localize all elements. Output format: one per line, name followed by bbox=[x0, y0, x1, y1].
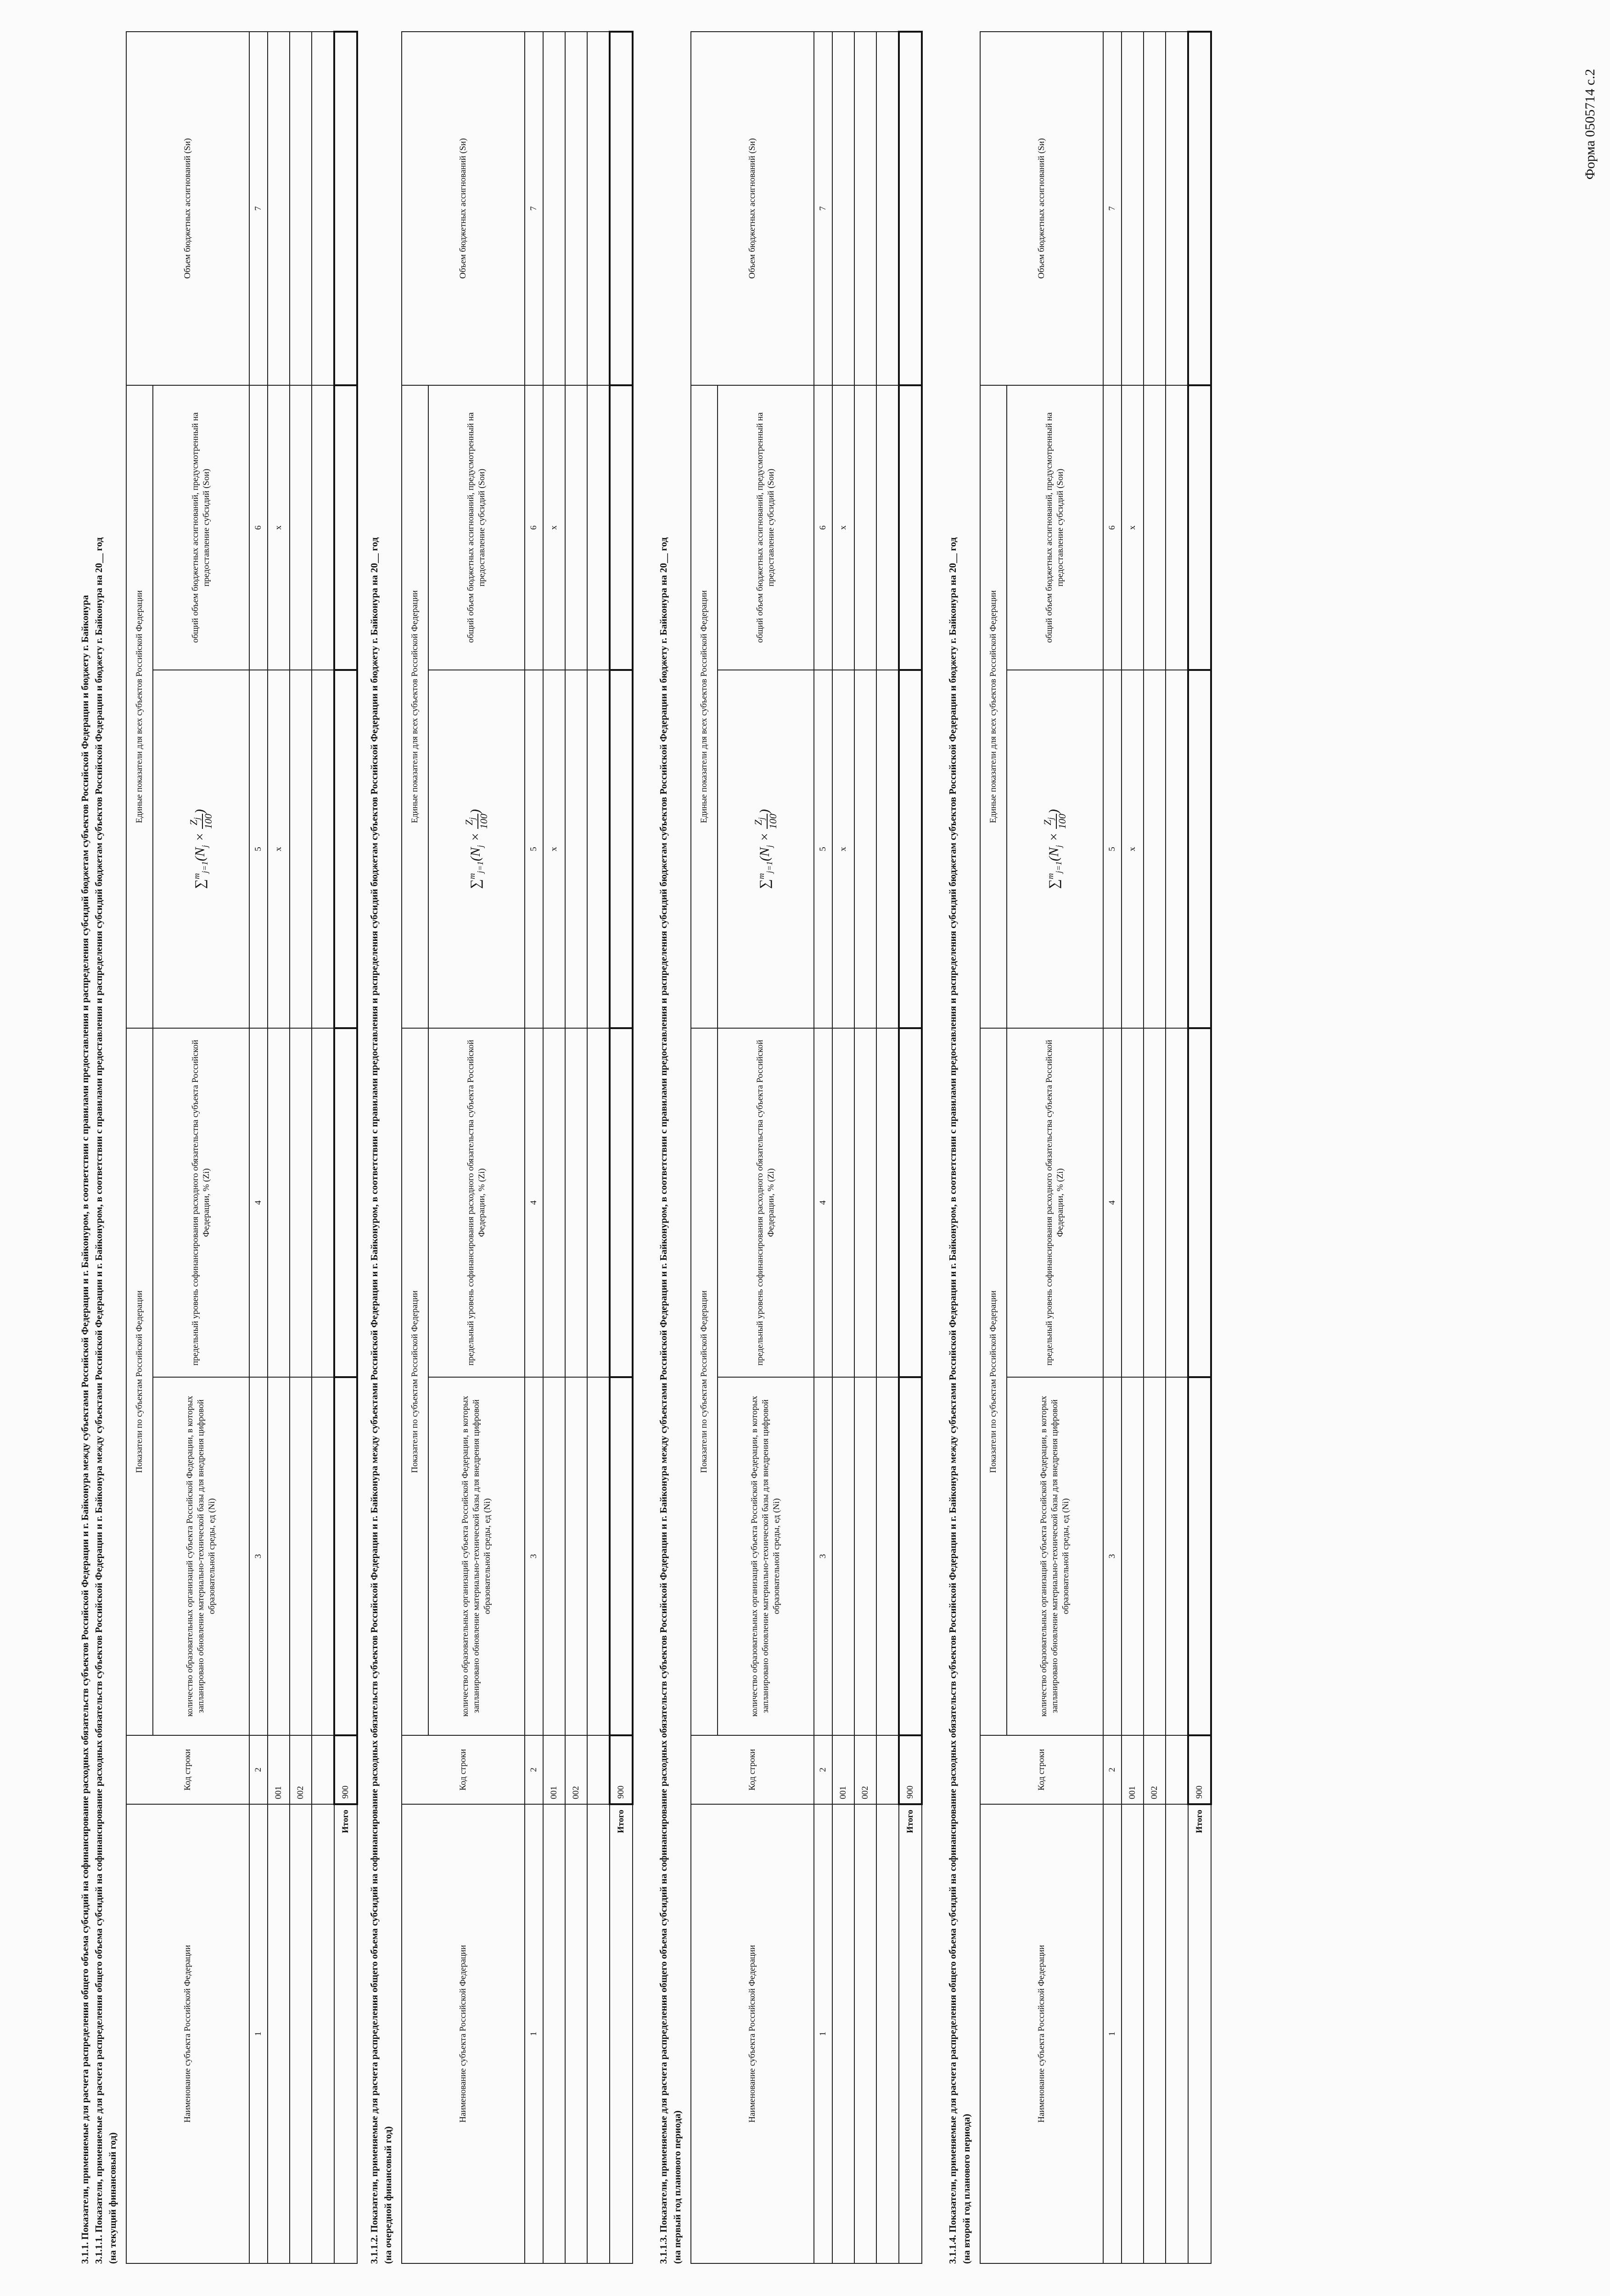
col-header-sos: общий объем бюджетных ассигнований, предусмотренный на предоставление субсидий (Sои) bbox=[718, 385, 814, 670]
section-subtitle: 3.1.1.2. Показатели, применяемые для расчета распределения общего объема субсидий на софинансирование расходных обязательств субъектов Российской Федерации и г. Байконура между субъектами Российской Федерации и г. Байконуром, в соответствии с правилами предоставления и распределения субсидий бюджетам субъектов Российской Федерации и бюджету г. Байконура на 20__ год bbox=[369, 537, 380, 2264]
group-header-common: Единые показатели для всех субъектов Российской Федерации bbox=[126, 385, 153, 1028]
not-applicable-mark: x bbox=[543, 385, 565, 670]
value-cell[interactable] bbox=[832, 1028, 854, 1377]
value-cell[interactable] bbox=[312, 1028, 334, 1377]
value-cell[interactable] bbox=[1144, 32, 1166, 385]
column-number: 2 bbox=[249, 1735, 268, 1804]
col-header-si: Объем бюджетных ассигнований (Sи) bbox=[126, 32, 249, 385]
group-header-common: Единые показатели для всех субъектов Российской Федерации bbox=[402, 385, 428, 1028]
value-cell[interactable] bbox=[565, 1028, 587, 1377]
subject-name-cell[interactable] bbox=[1166, 1804, 1188, 2263]
total-value-cell bbox=[610, 1377, 633, 1735]
not-applicable-mark bbox=[334, 670, 357, 1028]
column-number: 4 bbox=[525, 1028, 543, 1377]
row-code-cell: 002 bbox=[290, 1735, 312, 1804]
not-applicable-mark bbox=[899, 670, 922, 1028]
column-number: 7 bbox=[1103, 32, 1122, 385]
report-section-3 bbox=[656, 32, 923, 2264]
value-cell[interactable] bbox=[854, 32, 876, 385]
value-cell[interactable] bbox=[290, 1028, 312, 1377]
total-row bbox=[1188, 32, 1211, 2263]
col-header-si: Объем бюджетных ассигнований (Sи) bbox=[691, 32, 814, 385]
row-code-cell bbox=[1166, 1735, 1188, 1804]
value-cell[interactable] bbox=[832, 1377, 854, 1735]
form-number: Форма 0505714 с.2 bbox=[1582, 69, 1598, 180]
row-code-cell: 001 bbox=[832, 1735, 854, 1804]
not-applicable-mark bbox=[334, 385, 357, 670]
value-cell[interactable] bbox=[587, 1028, 610, 1377]
total-value-cell bbox=[899, 32, 922, 385]
table-row bbox=[268, 32, 290, 2263]
column-number: 3 bbox=[814, 1377, 832, 1735]
report-section-2 bbox=[367, 32, 634, 2264]
total-row bbox=[899, 32, 922, 2263]
total-value-cell bbox=[610, 32, 633, 385]
column-number: 3 bbox=[249, 1377, 268, 1735]
group-header-subject: Показатели по субъектам Российской Федерации bbox=[126, 1028, 153, 1735]
col-header-sos: общий объем бюджетных ассигнований, предусмотренный на предоставление субсидий (Sои) bbox=[1007, 385, 1103, 670]
value-cell[interactable] bbox=[290, 670, 312, 1028]
column-number: 1 bbox=[249, 1804, 268, 2263]
section-subtitle: 3.1.1.3. Показатели, применяемые для расчета распределения общего объема субсидий на софинансирование расходных обязательств субъектов Российской Федерации и г. Байконура между субъектами Российской Федерации и г. Байконуром, в соответствии с правилами предоставления и распределения субсидий бюджетам субъектов Российской Федерации и бюджету г. Байконура на 20__ год bbox=[658, 537, 669, 2264]
group-header-subject: Показатели по субъектам Российской Федерации bbox=[691, 1028, 718, 1735]
column-number: 3 bbox=[1103, 1377, 1122, 1735]
value-cell[interactable] bbox=[1122, 32, 1144, 385]
table-row bbox=[290, 32, 312, 2263]
table-row bbox=[854, 32, 876, 2263]
column-number-row bbox=[525, 32, 543, 2263]
indicator-table bbox=[401, 31, 634, 2264]
column-number: 3 bbox=[525, 1377, 543, 1735]
table-row bbox=[1144, 32, 1166, 2263]
table-row bbox=[1166, 32, 1188, 2263]
column-number: 6 bbox=[525, 385, 543, 670]
value-cell[interactable] bbox=[1166, 1028, 1188, 1377]
group-header-subject: Показатели по субъектам Российской Федерации bbox=[980, 1028, 1007, 1735]
value-cell[interactable] bbox=[312, 670, 334, 1028]
group-header-subject: Показатели по субъектам Российской Федерации bbox=[402, 1028, 428, 1735]
total-value-cell bbox=[334, 1377, 357, 1735]
value-cell[interactable] bbox=[1122, 1028, 1144, 1377]
value-cell[interactable] bbox=[876, 32, 899, 385]
value-cell[interactable] bbox=[1166, 670, 1188, 1028]
col-header-name: Наименование субъекта Российской Федерации bbox=[980, 1804, 1103, 2263]
section-title: 3.1.1. Показатели, применяемые для расчета распределения общего объема субсидий на софинансирование расходных обязательств субъектов Российской Федерации и г. Байконура между субъектами Российской Федерации и г. Байконуром, в соответствии с правилами предоставления и распределения субсидий бюджетам субъектов Российской Федерации и бюджету г. Байконура bbox=[79, 595, 90, 2264]
value-cell[interactable] bbox=[854, 1028, 876, 1377]
total-value-cell bbox=[610, 1028, 633, 1377]
section-period: (на второй год планового периода) bbox=[961, 2114, 972, 2264]
value-cell[interactable] bbox=[876, 670, 899, 1028]
section-subtitle: 3.1.1.1. Показатели, применяемые для расчета распределения общего объема субсидий на софинансирование расходных обязательств субъектов Российской Федерации и г. Байконура между субъектами Российской Федерации и г. Байконуром, в соответствии с правилами предоставления и распределения субсидий бюджетам субъектов Российской Федерации и бюджету г. Байконура на 20__ год bbox=[93, 537, 104, 2264]
not-applicable-mark: x bbox=[268, 670, 290, 1028]
value-cell[interactable] bbox=[1144, 670, 1166, 1028]
table-row bbox=[312, 32, 334, 2263]
not-applicable-mark: x bbox=[832, 385, 854, 670]
table-row bbox=[832, 32, 854, 2263]
value-cell[interactable] bbox=[268, 32, 290, 385]
column-number: 5 bbox=[525, 670, 543, 1028]
total-label: Итого bbox=[899, 1804, 922, 2263]
col-header-zi: предельный уровень софинансирования расходного обязательства субъекта Российской Федерации, % (Zi) bbox=[153, 1028, 249, 1377]
column-number: 7 bbox=[249, 32, 268, 385]
not-applicable-mark: x bbox=[543, 670, 565, 1028]
value-cell[interactable] bbox=[854, 670, 876, 1028]
value-cell[interactable] bbox=[312, 32, 334, 385]
subject-name-cell[interactable] bbox=[1122, 1804, 1144, 2263]
col-header-code: Код строки bbox=[691, 1735, 814, 1804]
col-header-code: Код строки bbox=[980, 1735, 1103, 1804]
col-header-formula: $\sum^m_{j=1}(N_j$ × $Z_j$ 100 ) bbox=[1007, 670, 1103, 1028]
value-cell[interactable] bbox=[565, 385, 587, 670]
total-label: Итого bbox=[1188, 1804, 1211, 2263]
value-cell[interactable] bbox=[832, 32, 854, 385]
subject-name-cell[interactable] bbox=[854, 1804, 876, 2263]
total-code: 900 bbox=[610, 1735, 633, 1804]
total-value-cell bbox=[1188, 1377, 1211, 1735]
column-number: 6 bbox=[814, 385, 832, 670]
value-cell[interactable] bbox=[565, 670, 587, 1028]
total-value-cell bbox=[334, 1028, 357, 1377]
value-cell[interactable] bbox=[290, 32, 312, 385]
col-header-name: Наименование субъекта Российской Федерации bbox=[402, 1804, 525, 2263]
subject-name-cell[interactable] bbox=[876, 1804, 899, 2263]
col-header-ni: количество образовательных организаций субъекта Российской Федерации, в которых запланировано обновление материально-технической базы для внедрения цифровой образовательной среды, ед (Ni) bbox=[428, 1377, 525, 1735]
total-label: Итого bbox=[334, 1804, 357, 2263]
column-number: 1 bbox=[525, 1804, 543, 2263]
indicator-table bbox=[126, 31, 358, 2264]
subject-name-cell[interactable] bbox=[543, 1804, 565, 2263]
not-applicable-mark bbox=[610, 670, 633, 1028]
column-number: 4 bbox=[1103, 1028, 1122, 1377]
table-row bbox=[876, 32, 899, 2263]
column-number: 7 bbox=[525, 32, 543, 385]
group-header-common: Единые показатели для всех субъектов Российской Федерации bbox=[980, 385, 1007, 1028]
value-cell[interactable] bbox=[543, 32, 565, 385]
col-header-formula: $\sum^m_{j=1}(N_j$ × $Z_j$ 100 ) bbox=[428, 670, 525, 1028]
total-value-cell bbox=[1188, 32, 1211, 385]
not-applicable-mark bbox=[1188, 385, 1211, 670]
value-cell[interactable] bbox=[290, 385, 312, 670]
report-section-4 bbox=[946, 32, 1212, 2264]
col-header-sos: общий объем бюджетных ассигнований, предусмотренный на предоставление субсидий (Sои) bbox=[153, 385, 249, 670]
total-label: Итого bbox=[610, 1804, 633, 2263]
value-cell[interactable] bbox=[587, 1377, 610, 1735]
section-subtitle: 3.1.1.4. Показатели, применяемые для расчета распределения общего объема субсидий на софинансирование расходных обязательств субъектов Российской Федерации и г. Байконура между субъектами Российской Федерации и г. Байконуром, в соответствии с правилами предоставления и распределения субсидий бюджетам субъектов Российской Федерации и бюджету г. Байконура на 20__ год bbox=[947, 537, 958, 2264]
value-cell[interactable] bbox=[543, 1377, 565, 1735]
col-header-ni: количество образовательных организаций субъекта Российской Федерации, в которых запланировано обновление материально-технической базы для внедрения цифровой образовательной среды, ед (Ni) bbox=[153, 1377, 249, 1735]
subject-name-cell[interactable] bbox=[268, 1804, 290, 2263]
total-code: 900 bbox=[1188, 1735, 1211, 1804]
value-cell[interactable] bbox=[290, 1377, 312, 1735]
not-applicable-mark: x bbox=[1122, 385, 1144, 670]
not-applicable-mark bbox=[610, 385, 633, 670]
value-cell[interactable] bbox=[1166, 1377, 1188, 1735]
row-code-cell: 001 bbox=[543, 1735, 565, 1804]
not-applicable-mark: x bbox=[1122, 670, 1144, 1028]
column-number: 5 bbox=[249, 670, 268, 1028]
row-code-cell bbox=[312, 1735, 334, 1804]
column-number: 7 bbox=[814, 32, 832, 385]
row-code-cell bbox=[587, 1735, 610, 1804]
subject-name-cell[interactable] bbox=[312, 1804, 334, 2263]
section-period: (на первый год планового периода) bbox=[672, 2110, 683, 2264]
total-value-cell bbox=[1188, 1028, 1211, 1377]
column-number: 2 bbox=[525, 1735, 543, 1804]
subject-name-cell[interactable] bbox=[832, 1804, 854, 2263]
table-row bbox=[587, 32, 610, 2263]
value-cell[interactable] bbox=[565, 1377, 587, 1735]
total-value-cell bbox=[899, 1377, 922, 1735]
not-applicable-mark bbox=[899, 385, 922, 670]
subject-name-cell[interactable] bbox=[1144, 1804, 1166, 2263]
column-number: 2 bbox=[1103, 1735, 1122, 1804]
column-number: 1 bbox=[1103, 1804, 1122, 2263]
column-number-row bbox=[1103, 32, 1122, 2263]
table-row bbox=[565, 32, 587, 2263]
value-cell[interactable] bbox=[1144, 1028, 1166, 1377]
section-period: (на очередной финансовый год) bbox=[382, 2126, 393, 2264]
subject-name-cell[interactable] bbox=[290, 1804, 312, 2263]
not-applicable-mark: x bbox=[268, 385, 290, 670]
section-period: (на текущий финансовый год) bbox=[107, 2132, 118, 2264]
column-number: 2 bbox=[814, 1735, 832, 1804]
value-cell[interactable] bbox=[876, 1028, 899, 1377]
value-cell[interactable] bbox=[312, 1377, 334, 1735]
value-cell[interactable] bbox=[587, 385, 610, 670]
row-code-cell bbox=[876, 1735, 899, 1804]
col-header-zi: предельный уровень софинансирования расходного обязательства субъекта Российской Федерации, % (Zi) bbox=[718, 1028, 814, 1377]
column-number: 5 bbox=[814, 670, 832, 1028]
value-cell[interactable] bbox=[1166, 32, 1188, 385]
col-header-code: Код строки bbox=[126, 1735, 249, 1804]
value-cell[interactable] bbox=[876, 385, 899, 670]
row-code-cell: 001 bbox=[1122, 1735, 1144, 1804]
total-row bbox=[334, 32, 357, 2263]
value-cell[interactable] bbox=[587, 32, 610, 385]
value-cell[interactable] bbox=[268, 1377, 290, 1735]
total-code: 900 bbox=[334, 1735, 357, 1804]
col-header-ni: количество образовательных организаций субъекта Российской Федерации, в которых запланировано обновление материально-технической базы для внедрения цифровой образовательной среды, ед (Ni) bbox=[718, 1377, 814, 1735]
subject-name-cell[interactable] bbox=[565, 1804, 587, 2263]
value-cell[interactable] bbox=[312, 385, 334, 670]
table-row bbox=[1122, 32, 1144, 2263]
value-cell[interactable] bbox=[587, 670, 610, 1028]
value-cell[interactable] bbox=[1166, 385, 1188, 670]
value-cell[interactable] bbox=[854, 385, 876, 670]
table-row bbox=[543, 32, 565, 2263]
total-value-cell bbox=[334, 32, 357, 385]
row-code-cell: 002 bbox=[1144, 1735, 1166, 1804]
col-header-code: Код строки bbox=[402, 1735, 525, 1804]
column-number: 1 bbox=[814, 1804, 832, 2263]
not-applicable-mark: x bbox=[832, 670, 854, 1028]
col-header-ni: количество образовательных организаций субъекта Российской Федерации, в которых запланировано обновление материально-технической базы для внедрения цифровой образовательной среды, ед (Ni) bbox=[1007, 1377, 1103, 1735]
column-number: 6 bbox=[1103, 385, 1122, 670]
row-code-cell: 002 bbox=[854, 1735, 876, 1804]
value-cell[interactable] bbox=[854, 1377, 876, 1735]
value-cell[interactable] bbox=[268, 1028, 290, 1377]
column-number: 5 bbox=[1103, 670, 1122, 1028]
col-header-name: Наименование субъекта Российской Федерации bbox=[691, 1804, 814, 2263]
col-header-formula: $\sum^m_{j=1}(N_j$ × $Z_j$ 100 ) bbox=[718, 670, 814, 1028]
col-header-formula: $\sum^m_{j=1}(N_j$ × $Z_j$ 100 ) bbox=[153, 670, 249, 1028]
not-applicable-mark bbox=[1188, 670, 1211, 1028]
value-cell[interactable] bbox=[543, 1028, 565, 1377]
col-header-sos: общий объем бюджетных ассигнований, предусмотренный на предоставление субсидий (Sои) bbox=[428, 385, 525, 670]
value-cell[interactable] bbox=[876, 1377, 899, 1735]
subject-name-cell[interactable] bbox=[587, 1804, 610, 2263]
value-cell[interactable] bbox=[1144, 1377, 1166, 1735]
column-number: 6 bbox=[249, 385, 268, 670]
total-row bbox=[610, 32, 633, 2263]
value-cell[interactable] bbox=[1122, 1377, 1144, 1735]
col-header-si: Объем бюджетных ассигнований (Sи) bbox=[402, 32, 525, 385]
value-cell[interactable] bbox=[1144, 385, 1166, 670]
column-number-row bbox=[249, 32, 268, 2263]
column-number-row bbox=[814, 32, 832, 2263]
value-cell[interactable] bbox=[565, 32, 587, 385]
row-code-cell: 001 bbox=[268, 1735, 290, 1804]
total-code: 900 bbox=[899, 1735, 922, 1804]
indicator-table bbox=[980, 31, 1212, 2264]
column-number: 4 bbox=[249, 1028, 268, 1377]
col-header-zi: предельный уровень софинансирования расходного обязательства субъекта Российской Федерации, % (Zi) bbox=[428, 1028, 525, 1377]
col-header-zi: предельный уровень софинансирования расходного обязательства субъекта Российской Федерации, % (Zi) bbox=[1007, 1028, 1103, 1377]
group-header-common: Единые показатели для всех субъектов Российской Федерации bbox=[691, 385, 718, 1028]
column-number: 4 bbox=[814, 1028, 832, 1377]
row-code-cell: 002 bbox=[565, 1735, 587, 1804]
col-header-name: Наименование субъекта Российской Федерации bbox=[126, 1804, 249, 2263]
report-section-1 bbox=[78, 32, 358, 2264]
indicator-table bbox=[690, 31, 923, 2264]
col-header-si: Объем бюджетных ассигнований (Sи) bbox=[980, 32, 1103, 385]
total-value-cell bbox=[899, 1028, 922, 1377]
